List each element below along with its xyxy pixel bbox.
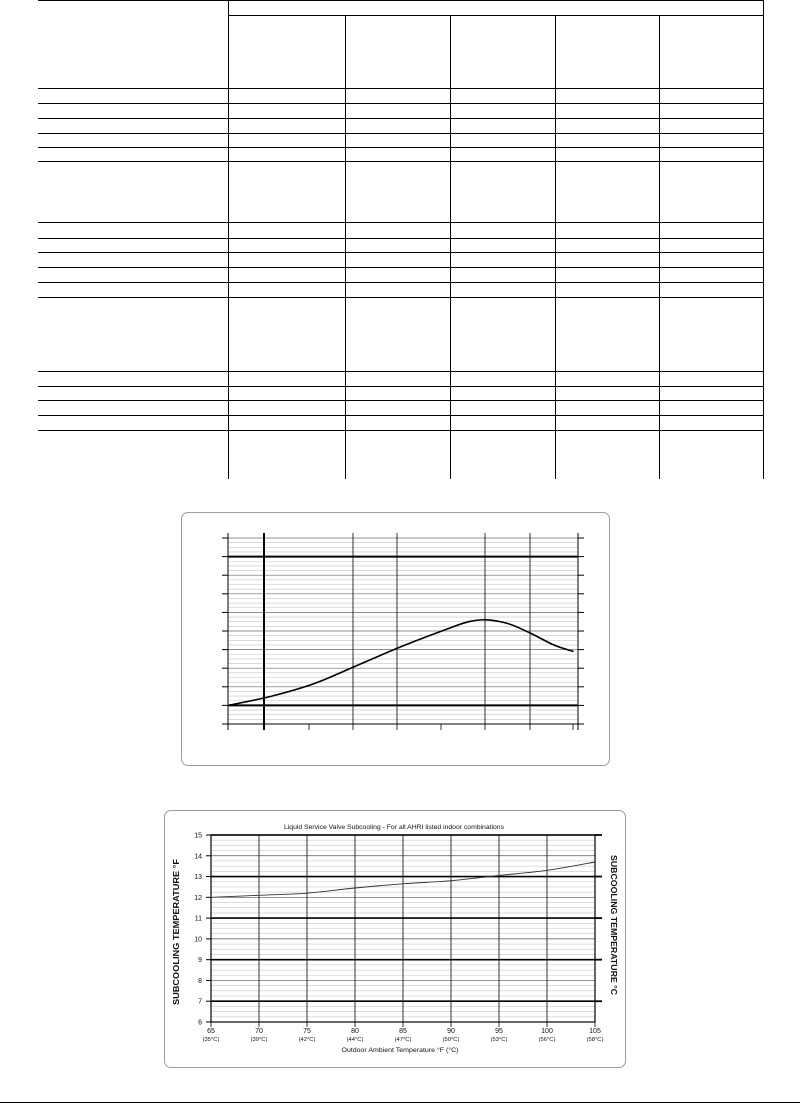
table-cell bbox=[228, 387, 345, 401]
table-cell bbox=[450, 268, 555, 283]
table-header-cell bbox=[228, 16, 345, 89]
table-cell bbox=[228, 104, 345, 119]
table-cell bbox=[659, 223, 763, 239]
grid bbox=[222, 533, 584, 730]
table-header-cell bbox=[450, 16, 555, 89]
y-tick-label: 11 bbox=[194, 915, 202, 923]
table-cell bbox=[38, 431, 228, 479]
table-cell bbox=[450, 148, 555, 162]
table-cell bbox=[659, 239, 763, 253]
table-cell bbox=[450, 387, 555, 401]
table-cell bbox=[555, 401, 659, 416]
table-cell bbox=[38, 223, 228, 239]
table-row bbox=[38, 119, 763, 134]
table-cell bbox=[345, 119, 450, 134]
table-cell bbox=[228, 223, 345, 239]
x-tick-label-celsius: (47°C) bbox=[394, 1037, 412, 1043]
table-cell bbox=[345, 223, 450, 239]
table-cell bbox=[38, 372, 228, 387]
table-cell bbox=[345, 387, 450, 401]
table-cell bbox=[228, 401, 345, 416]
table-header-cell bbox=[38, 1, 228, 89]
table-cell bbox=[450, 401, 555, 416]
y-tick-label: 15 bbox=[194, 832, 202, 840]
table-cell bbox=[659, 387, 763, 401]
y-tick-label: 13 bbox=[194, 874, 202, 882]
x-tick-label: 90 bbox=[447, 1028, 455, 1035]
table-cell bbox=[228, 148, 345, 162]
table-cell bbox=[659, 134, 763, 148]
table-cell bbox=[38, 134, 228, 148]
table-cell bbox=[38, 104, 228, 119]
table-cell bbox=[555, 283, 659, 298]
table-cell bbox=[555, 372, 659, 387]
table-cell bbox=[450, 283, 555, 298]
grid bbox=[206, 835, 602, 1027]
table-header-cell bbox=[555, 16, 659, 89]
table-row bbox=[38, 387, 763, 401]
table-row bbox=[38, 298, 763, 372]
table-cell bbox=[555, 104, 659, 119]
table-cell bbox=[450, 104, 555, 119]
y-tick-label: 10 bbox=[194, 936, 202, 944]
table-cell bbox=[38, 401, 228, 416]
table-cell bbox=[228, 89, 345, 104]
table-cell bbox=[450, 134, 555, 148]
table-row bbox=[38, 148, 763, 162]
table-row bbox=[38, 134, 763, 148]
table-cell bbox=[228, 268, 345, 283]
table-row bbox=[38, 223, 763, 239]
table-row bbox=[38, 268, 763, 283]
table-cell bbox=[450, 416, 555, 431]
table-cell bbox=[555, 253, 659, 268]
table-cell bbox=[555, 89, 659, 104]
table-cell bbox=[345, 104, 450, 119]
table-cell bbox=[450, 239, 555, 253]
table-cell bbox=[659, 162, 763, 223]
x-tick-label-celsius: (53°C) bbox=[490, 1037, 508, 1043]
x-tick-label-celsius: (50°C) bbox=[442, 1037, 460, 1043]
table-cell bbox=[345, 416, 450, 431]
subcooling-chart-panel bbox=[164, 810, 626, 1068]
x-tick-label: 80 bbox=[351, 1028, 359, 1035]
x-tick-label-celsius: (44°C) bbox=[346, 1037, 364, 1043]
page-footer-rule bbox=[0, 1102, 800, 1103]
table-row bbox=[38, 372, 763, 387]
table-row bbox=[38, 431, 763, 479]
x-tick-label: 75 bbox=[303, 1028, 311, 1035]
table-cell bbox=[38, 148, 228, 162]
table-cell bbox=[659, 148, 763, 162]
table-cell bbox=[555, 268, 659, 283]
curve-chart bbox=[181, 512, 610, 766]
x-tick-label-celsius: (56°C) bbox=[538, 1037, 556, 1043]
chart-title: Liquid Service Valve Subcooling - For all AHRI listed indoor combinations bbox=[284, 824, 504, 831]
table-cell bbox=[450, 119, 555, 134]
table-cell bbox=[38, 416, 228, 431]
table-row bbox=[38, 253, 763, 268]
table-cell bbox=[228, 134, 345, 148]
table-cell bbox=[450, 253, 555, 268]
table-cell bbox=[555, 134, 659, 148]
table-cell bbox=[659, 253, 763, 268]
table-cell bbox=[38, 268, 228, 283]
curve-chart-panel bbox=[181, 512, 610, 766]
table-cell bbox=[659, 431, 763, 479]
table-cell bbox=[345, 401, 450, 416]
table-cell bbox=[555, 387, 659, 401]
table-row bbox=[38, 104, 763, 119]
table-cell bbox=[659, 89, 763, 104]
table-cell bbox=[659, 104, 763, 119]
y-tick-label: 9 bbox=[198, 957, 202, 965]
y-tick-label: 12 bbox=[194, 894, 202, 902]
series-line bbox=[228, 620, 574, 706]
table-cell bbox=[345, 134, 450, 148]
table-cell bbox=[450, 89, 555, 104]
table-header-cell bbox=[345, 16, 450, 89]
table-row bbox=[38, 162, 763, 223]
table-header-row bbox=[38, 1, 763, 16]
table-cell bbox=[38, 162, 228, 223]
table-row bbox=[38, 239, 763, 253]
x-axis-label: Outdoor Ambient Temperature °F (°C) bbox=[341, 1047, 456, 1054]
table-cell bbox=[450, 298, 555, 372]
table-header-cell bbox=[659, 16, 763, 89]
y-tick-label: 8 bbox=[198, 977, 202, 985]
x-tick-label-celsius: (39°C) bbox=[250, 1037, 268, 1043]
table-cell bbox=[228, 253, 345, 268]
table-cell bbox=[228, 298, 345, 372]
table-cell bbox=[38, 387, 228, 401]
table-cell bbox=[38, 298, 228, 372]
table-cell bbox=[659, 119, 763, 134]
table-cell bbox=[659, 298, 763, 372]
table-cell bbox=[345, 298, 450, 372]
table-cell bbox=[345, 162, 450, 223]
y-tick-label: 14 bbox=[194, 853, 202, 861]
table-cell bbox=[659, 401, 763, 416]
table-cell bbox=[450, 162, 555, 223]
y-axis-label-right: SUBCOOLING TEMPERATURE °C bbox=[609, 855, 618, 983]
table-cell bbox=[38, 283, 228, 298]
table-cell bbox=[450, 223, 555, 239]
x-tick-label-celsius: (58°C) bbox=[586, 1037, 604, 1043]
x-tick-label-celsius: (42°C) bbox=[298, 1037, 316, 1043]
x-tick-label: 85 bbox=[399, 1028, 407, 1035]
y-tick-label: 6 bbox=[198, 1019, 202, 1027]
table-cell bbox=[659, 268, 763, 283]
table-cell bbox=[450, 431, 555, 479]
table-cell bbox=[555, 239, 659, 253]
x-tick-label: 95 bbox=[495, 1028, 503, 1035]
table-header-group-cell bbox=[228, 1, 763, 16]
table-cell bbox=[345, 253, 450, 268]
table-cell bbox=[555, 119, 659, 134]
table-cell bbox=[555, 223, 659, 239]
table-row bbox=[38, 283, 763, 298]
table-cell bbox=[38, 253, 228, 268]
table-row bbox=[38, 416, 763, 431]
y-axis-label: SUBCOOLING TEMPERATURE °F bbox=[172, 877, 181, 1005]
table-row bbox=[38, 401, 763, 416]
table-cell bbox=[228, 119, 345, 134]
table-cell bbox=[450, 372, 555, 387]
table-row bbox=[38, 89, 763, 104]
table-cell bbox=[345, 239, 450, 253]
table-cell bbox=[555, 298, 659, 372]
table-cell bbox=[228, 431, 345, 479]
x-tick-label: 100 bbox=[541, 1028, 553, 1035]
table-cell bbox=[228, 372, 345, 387]
table-cell bbox=[659, 372, 763, 387]
table-cell bbox=[659, 416, 763, 431]
table-cell bbox=[555, 416, 659, 431]
table-cell bbox=[345, 372, 450, 387]
table-cell bbox=[555, 162, 659, 223]
table-cell bbox=[345, 283, 450, 298]
subcooling-chart bbox=[164, 810, 626, 1068]
table-cell bbox=[555, 148, 659, 162]
spec-table bbox=[38, 0, 764, 479]
table-cell bbox=[345, 431, 450, 479]
table-cell bbox=[38, 119, 228, 134]
table-cell bbox=[228, 239, 345, 253]
table-cell bbox=[38, 89, 228, 104]
table-cell bbox=[228, 162, 345, 223]
x-tick-label: 105 bbox=[589, 1028, 601, 1035]
table-cell bbox=[345, 89, 450, 104]
table-cell bbox=[228, 283, 345, 298]
x-tick-label: 65 bbox=[207, 1028, 215, 1035]
table-cell bbox=[345, 148, 450, 162]
x-tick-label: 70 bbox=[255, 1028, 263, 1035]
table-cell bbox=[659, 283, 763, 298]
x-tick-label-celsius: (35°C) bbox=[202, 1037, 220, 1043]
table-cell bbox=[38, 239, 228, 253]
table-cell bbox=[555, 431, 659, 479]
table-cell bbox=[345, 268, 450, 283]
table-cell bbox=[228, 416, 345, 431]
y-tick-label: 7 bbox=[198, 998, 202, 1006]
